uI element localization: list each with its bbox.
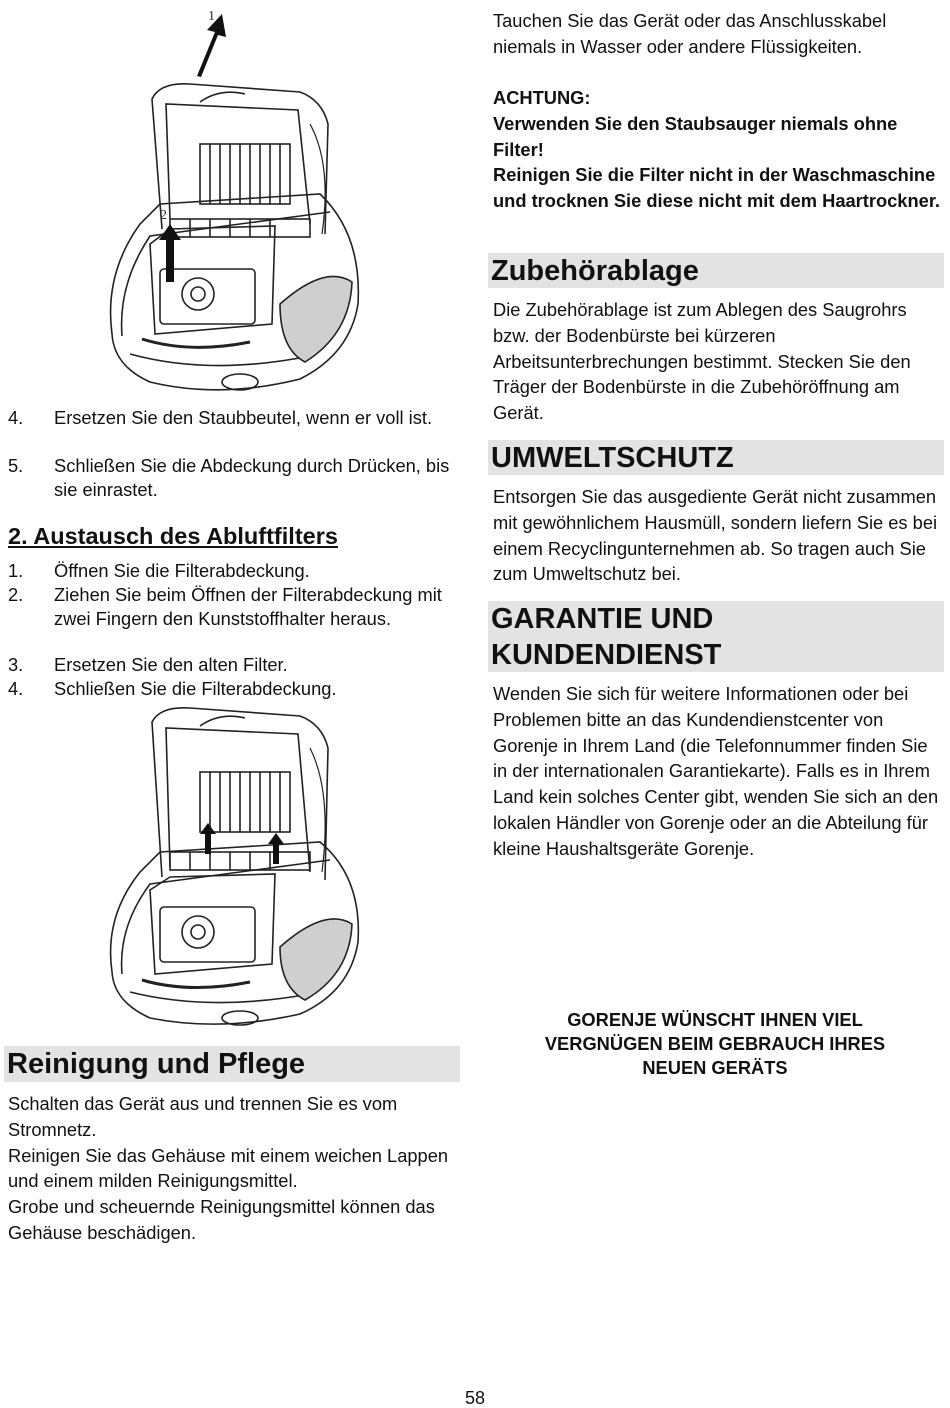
filter-section-heading: 2. Austausch des Abluftfilters xyxy=(8,523,338,549)
accessory-section-heading: Zubehörablage xyxy=(488,253,944,288)
intro-paragraph: Tauchen Sie das Gerät oder das Anschlusskabel niemals in Wasser oder andere Flüssigkeiten. xyxy=(493,10,887,57)
warranty-paragraph: Wenden Sie sich für weitere Informationen oder bei Problemen bitte an das Kundendienstcenter von Gorenje in Ihrem Land (die Telefonnummer finden Sie in der internationalen Garantiekarte). Falls es in Ihrem Land kein solches Center gibt, wenden Sie sich an den lokalen Händler von Gorenje oder an die Abteilung für kleine Haushaltsgeräte Gorenje. xyxy=(493,683,939,859)
warning-text: Verwenden Sie den Staubsauger niemals ohne Filter! xyxy=(493,112,898,160)
warning-text: Reinigen Sie die Filter nicht in der Waschmaschine und trocknen Sie diese nicht mit dem Haartrockner. xyxy=(493,164,940,212)
list-item: 4. Ersetzen Sie den Staubbeutel, wenn er voll ist. xyxy=(8,407,433,428)
environment-section-heading: UMWELTSCHUTZ xyxy=(488,440,944,475)
environment-paragraph: Entsorgen Sie das ausgediente Gerät nicht zusammen mit gewöhnlichem Hausmüll, sondern liefern Sie es bei einem Recyclingunternehmen ab. So tragen auch Sie zum Umweltschutz bei. xyxy=(493,486,938,585)
cleaning-section-heading: Reinigung und Pflege xyxy=(4,1046,460,1082)
list-item: 2. Ziehen Sie beim Öffnen der Filterabdeckung mit zwei Fingern den Kunststoffhalter heraus. xyxy=(8,584,442,629)
list-item: 4. Schließen Sie die Filterabdeckung. xyxy=(8,678,337,699)
figure-label-2: 2 xyxy=(160,208,167,223)
page-number: 58 xyxy=(464,1388,486,1408)
vacuum-bag-replacement-illustration xyxy=(100,4,370,399)
list-item: 5. Schließen Sie die Abdeckung durch Drücken, bis sie einrastet. xyxy=(8,455,450,500)
cleaning-text: Schalten das Gerät aus und trennen Sie es vom Stromnetz. Reinigen Sie das Gehäuse mit einem weichen Lappen und einem milden Reinigungsmittel. Grobe und scheuernde Reinigungsmittel können das Gehäuse beschädigen. xyxy=(8,1093,449,1243)
vacuum-filter-replacement-illustration xyxy=(100,702,370,1032)
figure-label-1: 1 xyxy=(208,9,215,24)
list-item: 1. Öffnen Sie die Filterabdeckung. xyxy=(8,560,310,581)
warranty-section-heading: GARANTIE UND KUNDENDIENST xyxy=(488,601,944,672)
warning-title: ACHTUNG: xyxy=(493,87,591,108)
accessory-paragraph: Die Zubehörablage ist zum Ablegen des Saugrohrs bzw. der Bodenbürste bei kürzeren Arbeitsunterbrechungen bestimmt. Stecken Sie den Träger der Bodenbürste in die Zubehöröffnung am Gerät. xyxy=(493,299,911,424)
list-item: 3. Ersetzen Sie den alten Filter. xyxy=(8,654,288,675)
closing-message: GORENJE WÜNSCHT IHNEN VIEL VERGNÜGEN BEIM GEBRAUCH IHRES NEUEN GERÄTS xyxy=(544,1009,886,1078)
warning-block xyxy=(493,85,945,214)
